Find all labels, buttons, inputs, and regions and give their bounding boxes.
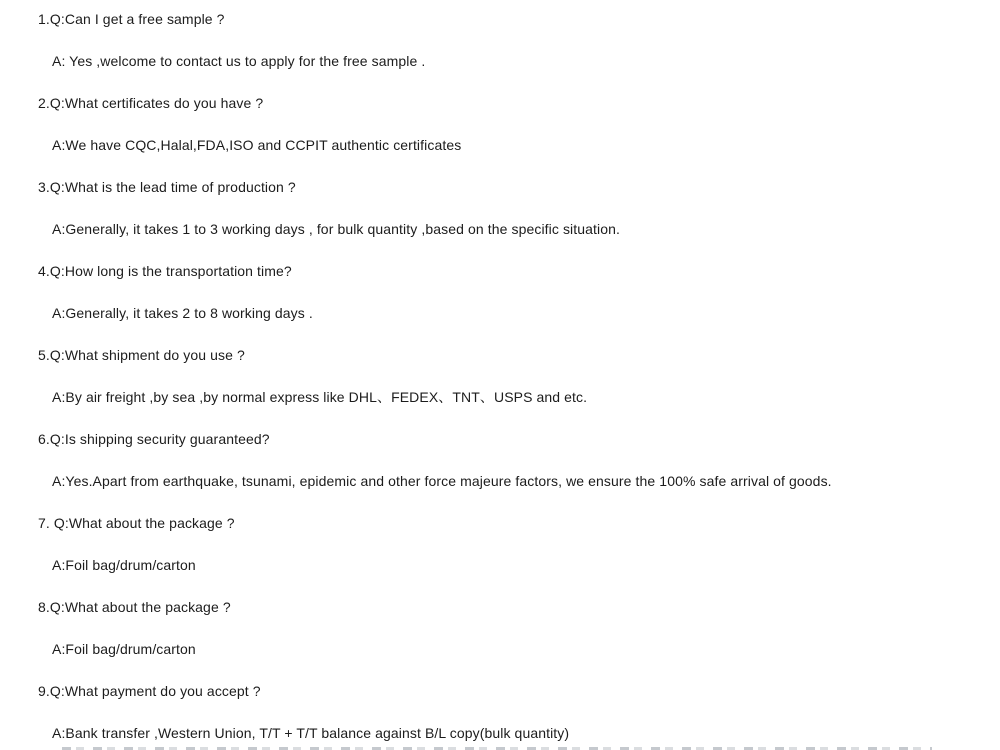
- faq-question: 2.Q:What certificates do you have ?: [38, 95, 264, 111]
- faq-answer: A:We have CQC,Halal,FDA,ISO and CCPIT authentic certificates: [52, 137, 462, 153]
- faq-answer: A:Foil bag/drum/carton: [52, 557, 196, 573]
- faq-answer: A: Yes ,welcome to contact us to apply for the free sample .: [52, 53, 426, 69]
- faq-answer: A:By air freight ,by sea ,by normal express like DHL、FEDEX、TNT、USPS and etc.: [52, 389, 588, 405]
- faq-answer: A:Foil bag/drum/carton: [52, 641, 196, 657]
- faq-answer: A:Generally, it takes 1 to 3 working days , for bulk quantity ,based on the specific situation.: [52, 221, 620, 237]
- faq-answer: A:Yes.Apart from earthquake, tsunami, epidemic and other force majeure factors, we ensure the 100% safe arrival of goods.: [52, 473, 832, 489]
- faq-answer: A:Bank transfer ,Western Union, T/T + T/T balance against B/L copy(bulk quantity): [52, 725, 570, 741]
- faq-question: 5.Q:What shipment do you use ?: [38, 347, 245, 363]
- faq-question: 9.Q:What payment do you accept ?: [38, 683, 261, 699]
- faq-question: 4.Q:How long is the transportation time?: [38, 263, 292, 279]
- faq-question: 7. Q:What about the package ?: [38, 515, 235, 531]
- faq-question: 3.Q:What is the lead time of production ?: [38, 179, 296, 195]
- faq-answer: A:Generally, it takes 2 to 8 working days .: [52, 305, 313, 321]
- faq-question: 6.Q:Is shipping security guaranteed?: [38, 431, 270, 447]
- faq-question: 8.Q:What about the package ?: [38, 599, 231, 615]
- faq-question: 1.Q:Can I get a free sample ?: [38, 11, 225, 27]
